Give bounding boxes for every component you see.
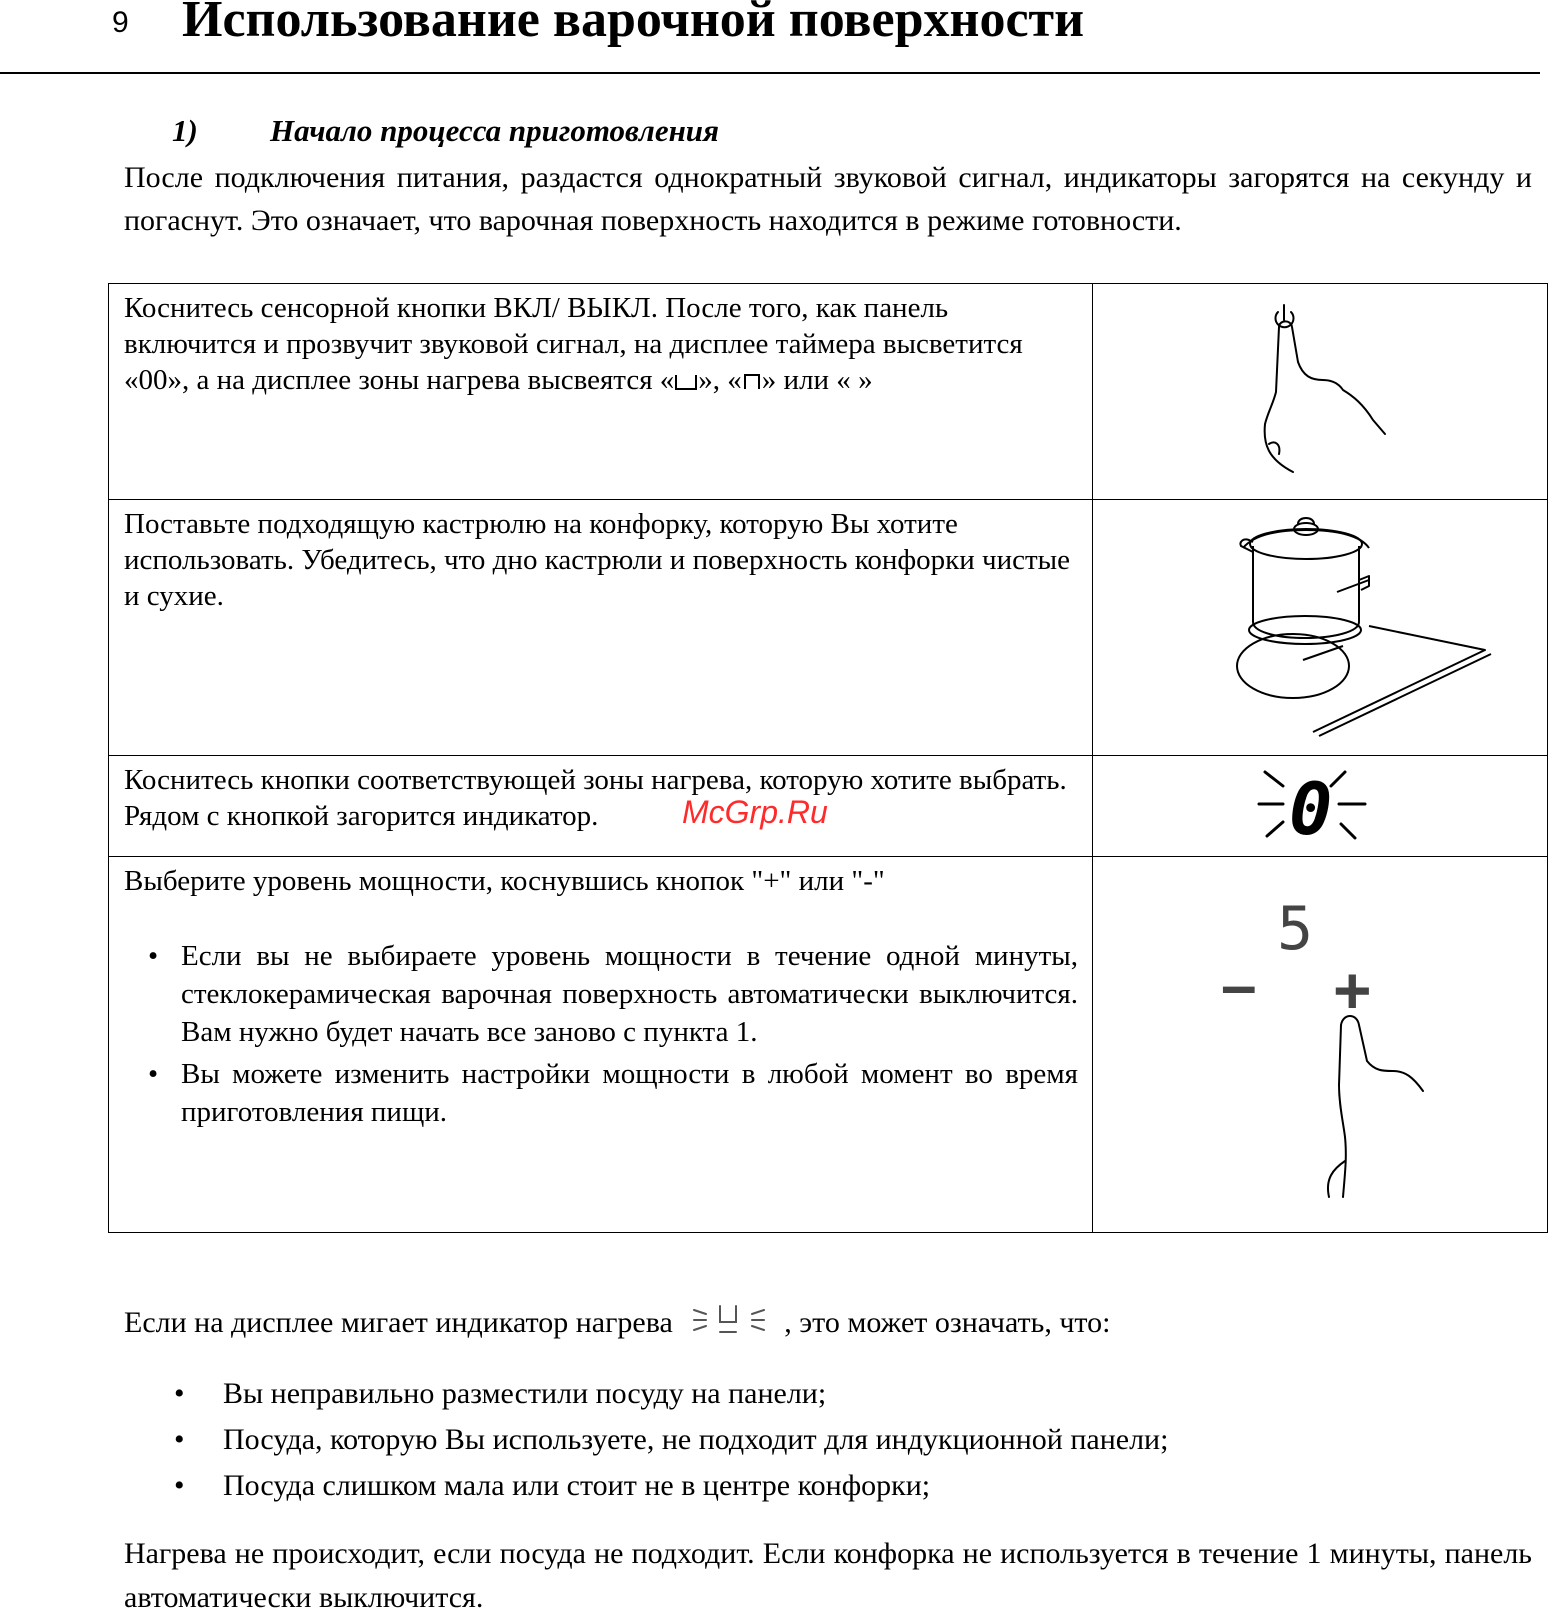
- page-number: 9: [112, 6, 129, 39]
- zone-symbol-low-icon: [674, 371, 698, 393]
- step-4-illustration: [1093, 857, 1548, 1233]
- flash-indicator-note: [124, 1302, 1110, 1340]
- step-4-text: [109, 857, 1093, 1233]
- step-4-instruction: Выберите уровень мощности, коснувшись кнопок "+" или "-": [124, 865, 885, 897]
- flash-note-text-before: Если на дисплее мигает индикатор нагрева: [124, 1306, 681, 1339]
- reason-item-3: • Посуда слишком мала или стоит не в центре конфорки;: [124, 1464, 1168, 1510]
- step-3-text: Коснитесь кнопки соответствующей зоны нагрева, которую хотите выбрать. Рядом с кнопкой загорится индикатор.: [109, 756, 1093, 857]
- step-row-2: [109, 500, 1548, 756]
- pot-on-cooktop-icon: [1093, 500, 1548, 750]
- flash-note-text-after: , это может означать, что:: [784, 1306, 1111, 1339]
- section-title: Начало процесса приготовления: [270, 113, 720, 148]
- page-header: [0, 0, 1540, 74]
- watermark: McGrp.Ru: [682, 794, 828, 830]
- section-number: 1): [172, 113, 198, 148]
- blinking-zero-display-icon: [1093, 756, 1548, 851]
- section-heading: [172, 113, 719, 149]
- power-level-touch-icon: [1093, 857, 1548, 1227]
- step-2-text: Поставьте подходящую кастрюлю на конфорку, которую Вы хотите использовать. Убедитесь, что дно кастрюли и поверхность конфорки чистые и сухие.: [109, 500, 1093, 756]
- step-3-display-digit: 0: [1289, 767, 1333, 851]
- step-1-text-d: »: [850, 364, 873, 396]
- step-1-text: [109, 284, 1093, 500]
- power-level-digit: 5: [1277, 894, 1314, 964]
- flashing-heat-indicator-icon: [680, 1302, 784, 1336]
- final-paragraph: Нагрева не происходит, если посуда не подходит. Если конфорка не используется в течение 1 минуты, панель автоматически выключится.: [124, 1537, 1532, 1614]
- step-2-illustration: [1093, 500, 1548, 756]
- step-row-4: [109, 857, 1548, 1233]
- step-1-illustration: [1093, 284, 1548, 500]
- plus-button-symbol: +: [1333, 953, 1372, 1027]
- step-1-text-b: », «: [698, 364, 742, 396]
- step-4-bullet-2: • Вы можете изменить настройки мощности в любой момент во время приготовления пищи.: [181, 1055, 1078, 1131]
- zone-symbol-high-icon: [742, 371, 762, 393]
- intro-paragraph: После подключения питания, раздастся однократный звуковой сигнал, индикаторы загорятся на секунду и погаснут. Это означает, что варочная поверхность находится в режиме готовности.: [124, 161, 1532, 237]
- reason-item-2: • Посуда, которую Вы используете, не подходит для индукционной панели;: [124, 1418, 1168, 1464]
- step-1-text-a: Коснитесь сенсорной кнопки ВКЛ/ ВЫКЛ. После того, как панель включится и прозвучит звуковой сигнал, на дисплее таймера высветится «00», а на дисплее зоны нагрева высвеятся «: [124, 292, 1023, 396]
- page-title: Использование варочной поверхности: [182, 0, 1085, 48]
- minus-button-symbol: –: [1221, 949, 1257, 1021]
- finger-touch-power-icon: [1093, 284, 1548, 494]
- step-row-1: [109, 284, 1548, 500]
- step-1-text-c: » или «: [761, 364, 851, 396]
- reason-item-1: • Вы неправильно разместили посуду на панели;: [124, 1372, 1168, 1418]
- step-4-bullets: [124, 937, 1078, 1131]
- step-row-3: [109, 756, 1548, 857]
- step-4-bullet-1: • Если вы не выбираете уровень мощности в течение одной минуты, стеклокерамическая варочная поверхность автоматически выключится. Вам нужно будет начать все заново с пункта 1.: [181, 937, 1078, 1051]
- steps-table: [108, 283, 1548, 1233]
- step-3-illustration: [1093, 756, 1548, 857]
- reasons-list: [124, 1372, 1168, 1510]
